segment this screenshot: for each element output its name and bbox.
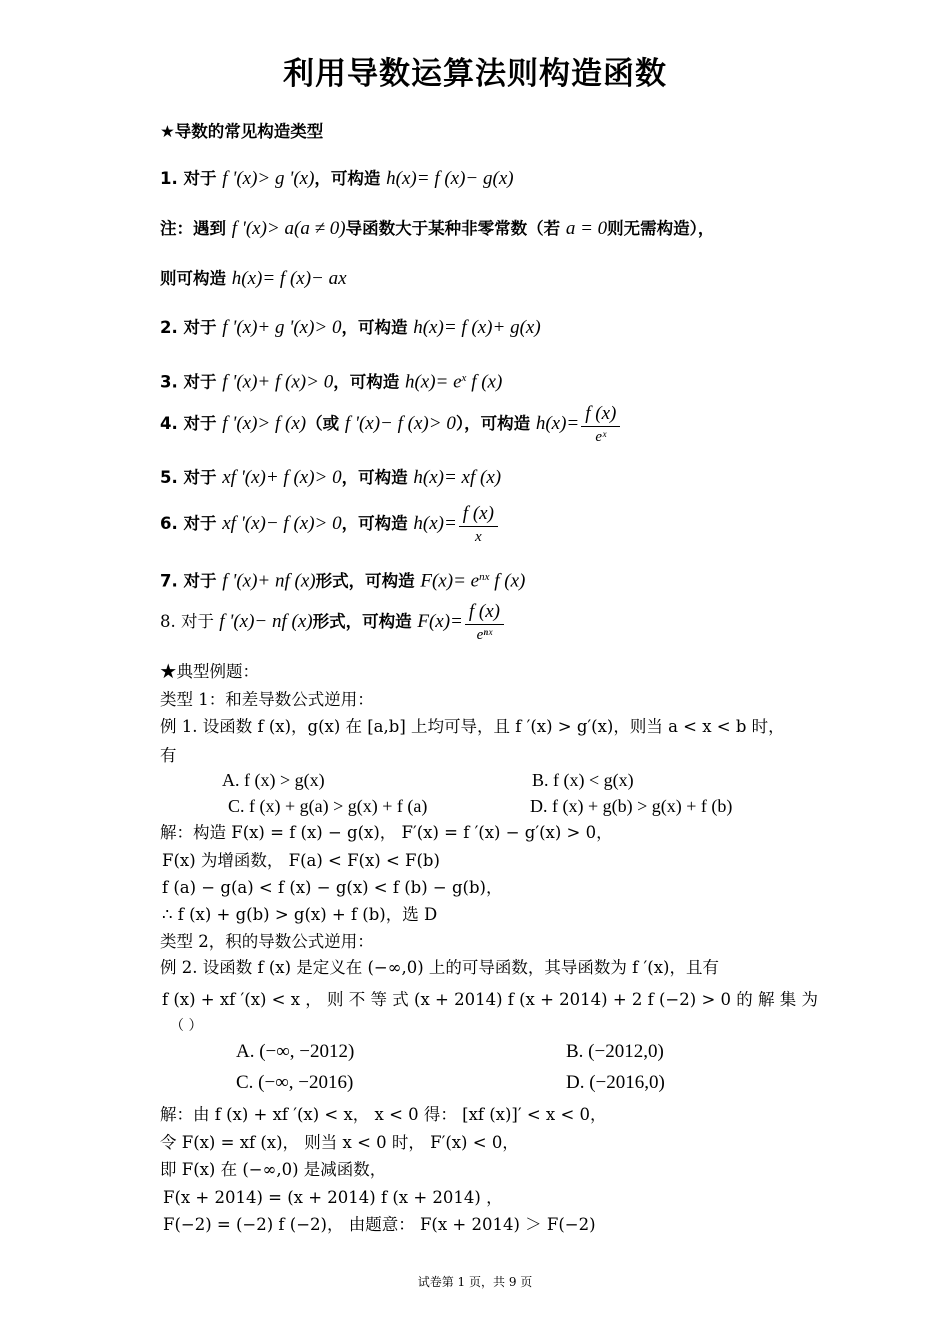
- rule-note-text-end: 则无需构造），: [607, 219, 715, 238]
- example-2-stem-line-2: f (x) + xf ′(x) < x ， 则 不 等 式 (x + 2014) f (x + 2014) + 2 f (−2) > 0 的 解 集 为: [162, 990, 818, 1009]
- example-1-option-a: A. f (x) > g(x): [222, 770, 325, 790]
- rule-item-3: [160, 367, 502, 394]
- fraction-denominator: eˣ: [595, 429, 607, 445]
- rule-item-7-connector: 形式，可构造: [315, 571, 421, 591]
- rule-item-6-connector: ，可构造: [341, 514, 414, 533]
- rule-item-4-fraction: [581, 402, 620, 447]
- example-2-solution-line-1: 解：由 f (x) + xf ′(x) < x， x < 0 得： [xf (x)]′ < x < 0，: [160, 1105, 607, 1124]
- rule-item-4-connector: ），可构造: [455, 414, 536, 433]
- rule-item-6-construction: h(x)=: [413, 513, 457, 534]
- rule-item-7-label: 7. 对于: [160, 571, 223, 591]
- rule-note-condition: f '(x)> a(a ≠ 0): [231, 218, 346, 239]
- example-2-option-c: C. (−∞, −2016): [236, 1072, 354, 1093]
- rule-item-3-connector: ，可构造: [333, 372, 405, 392]
- rule-item-6-fraction: [459, 502, 498, 547]
- section-heading-examples: ★典型例题：: [160, 662, 259, 681]
- rule-item-7-construction: F(x)= e: [420, 570, 480, 592]
- rule-item-1-label: 1. 对于: [160, 169, 223, 188]
- rule-item-8: [160, 600, 506, 645]
- example-2-solution-line-3: 即 F(x) 在 (−∞,0) 是减函数，: [160, 1160, 387, 1179]
- example-2-option-d: D. (−2016,0): [566, 1072, 665, 1093]
- rule-note-line-2: [160, 268, 347, 290]
- rule-item-1-connector: ，可构造: [314, 169, 387, 188]
- example-1-type: 类型 1：和差导数公式逆用：: [160, 690, 374, 709]
- rule-note-line-2-label: 则可构造: [160, 269, 232, 288]
- fraction-numerator: f (x): [459, 502, 498, 527]
- rule-item-4-label: 4. 对于: [160, 414, 223, 433]
- example-2-option-a: A. (−∞, −2012): [236, 1041, 355, 1062]
- rule-item-3-condition: f '(x)+ f (x)> 0: [222, 371, 334, 393]
- rule-item-5-construction: h(x)= xf (x): [413, 467, 502, 488]
- rule-item-1-condition: f '(x)> g '(x): [222, 168, 315, 189]
- example-1-option-d: D. f (x) + g(b) > g(x) + f (b): [530, 796, 733, 816]
- rule-item-4-construction: h(x)=: [535, 413, 580, 434]
- example-1-solution-line-1: 解：构造 F(x) = f (x) − g(x)， F′(x) = f ′(x) − g′(x) > 0，: [160, 823, 613, 842]
- rule-item-7-exponent: nx: [479, 571, 490, 583]
- example-2-solution-line-5: F(−2) = (−2) f (−2)， 由题意： F(x + 2014) ＞ F(−2): [163, 1215, 596, 1234]
- fraction-denominator: x: [475, 529, 482, 545]
- example-2-stem-line-1: 例 2. 设函数 f (x) 是定义在 (−∞,0) 上的可导函数，其导函数为 f ′(x)，且有: [160, 958, 719, 977]
- example-2-type: 类型 2，积的导数公式逆用：: [160, 932, 374, 951]
- page-title: 利用导数运算法则构造函数: [283, 56, 667, 92]
- rule-item-3-label: 3. 对于: [160, 372, 223, 392]
- rule-item-4-condition: f '(x)> f (x): [222, 413, 307, 434]
- example-2-solution-line-2: 令 F(x) = xf (x)， 则当 x < 0 时， F′(x) < 0，: [160, 1133, 519, 1152]
- fraction-denominator: eⁿˣ: [476, 627, 493, 643]
- example-1-solution-line-3: f (a) − g(a) < f (x) − g(x) < f (b) − g(b)，: [162, 878, 503, 897]
- rule-item-2: [160, 317, 541, 339]
- example-1-stem-line-1: 例 1. 设函数 f (x)，g(x) 在 [a,b] 上均可导，且 f ′(x) > g′(x)，则当 a < x < b 时，: [160, 717, 785, 736]
- section-heading-construction-types: ★导数的常见构造类型: [160, 122, 324, 141]
- rule-item-6-label: 6. 对于: [160, 514, 223, 533]
- rule-item-2-connector: ，可构造: [341, 318, 414, 337]
- example-1-solution-line-4: ∴ f (x) + g(b) > g(x) + f (b)，选 D: [162, 905, 438, 924]
- rule-item-1-construction: h(x)= f (x)− g(x): [386, 168, 514, 189]
- rule-item-8-connector: 形式，可构造: [312, 612, 418, 631]
- rule-item-2-construction: h(x)= f (x)+ g(x): [413, 317, 541, 338]
- example-1-solution-line-2: F(x) 为增函数， F(a) < F(x) < F(b): [162, 851, 440, 870]
- rule-item-7-construction-tail: f (x): [489, 570, 526, 592]
- rule-item-2-label: 2. 对于: [160, 318, 223, 337]
- example-2-option-b: B. (−2012,0): [566, 1041, 664, 1062]
- rule-item-5-connector: ，可构造: [341, 468, 414, 487]
- rule-item-4: [160, 402, 622, 447]
- rule-note-zero-case: a = 0: [565, 218, 608, 239]
- rule-item-7-condition: f '(x)+ nf (x): [222, 570, 316, 592]
- rule-item-4-condition-alt: f '(x)− f (x)> 0: [344, 413, 456, 434]
- example-2-solution-line-4: F(x + 2014) = (x + 2014) f (x + 2014) ，: [163, 1188, 503, 1207]
- rule-item-3-exponent: x: [461, 372, 467, 384]
- rule-item-8-fraction: [465, 600, 504, 645]
- rule-note-text: 导函数大于某种非零常数（若: [345, 219, 566, 238]
- rule-item-5-label: 5. 对于: [160, 468, 223, 487]
- rule-item-8-construction: F(x)=: [417, 611, 463, 632]
- rule-item-5: [160, 467, 501, 489]
- rule-note-line-1: [160, 218, 714, 240]
- example-1-option-c: C. f (x) + g(a) > g(x) + f (a): [228, 796, 428, 816]
- rule-item-8-condition: f '(x)− nf (x): [219, 611, 313, 632]
- rule-item-7: [160, 566, 525, 593]
- fraction-numerator: f (x): [581, 402, 620, 427]
- rule-item-2-condition: f '(x)+ g '(x)> 0: [222, 317, 342, 338]
- rule-note-label: 注：遇到: [160, 219, 232, 238]
- rule-item-5-condition: xf '(x)+ f (x)> 0: [222, 467, 342, 488]
- page-footer: 试卷第 1 页，共 9 页: [417, 1275, 533, 1289]
- example-1-stem-line-2: 有: [160, 746, 177, 765]
- example-1-option-b: B. f (x) < g(x): [532, 770, 634, 790]
- rule-item-3-construction-tail: f (x): [466, 371, 503, 393]
- rule-item-6: [160, 502, 500, 547]
- example-2-answer-blank: （ ）: [170, 1018, 203, 1034]
- rule-note-construction: h(x)= f (x)− ax: [231, 268, 347, 289]
- fraction-numerator: f (x): [465, 600, 504, 625]
- rule-item-1: [160, 168, 514, 190]
- rule-item-6-condition: xf '(x)− f (x)> 0: [222, 513, 342, 534]
- rule-item-8-label: 8. 对于: [160, 612, 220, 631]
- rule-item-4-or: （或: [306, 414, 345, 433]
- rule-item-3-construction: h(x)= e: [404, 371, 462, 393]
